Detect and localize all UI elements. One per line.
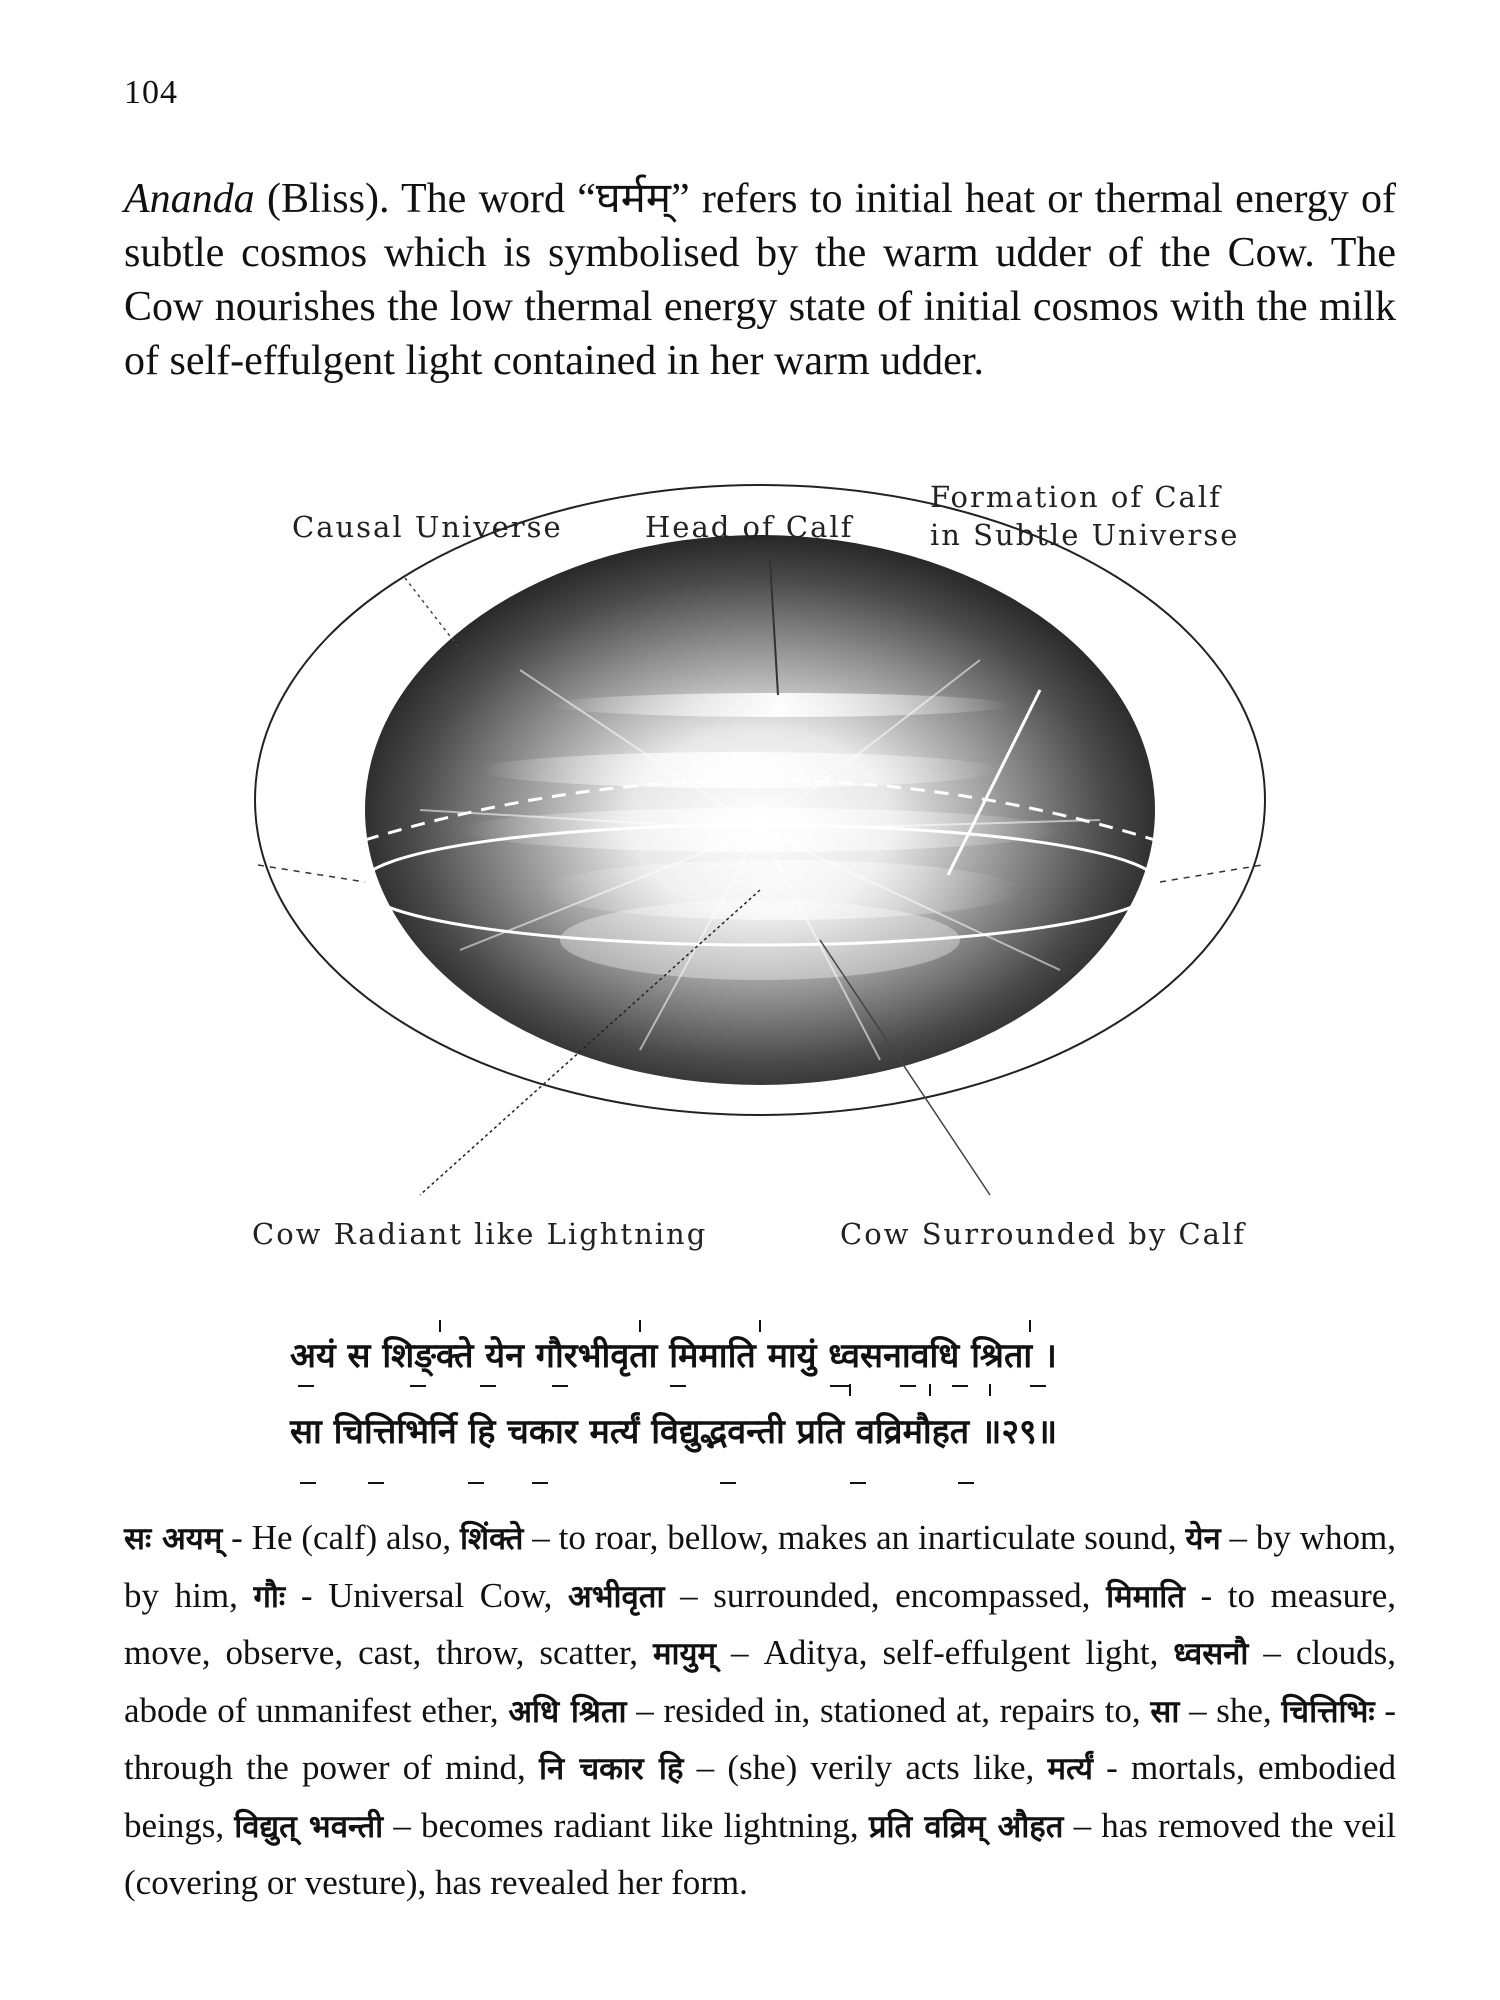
sanskrit-verse <box>290 1318 1230 1470</box>
intro-text: (Bliss). The word “घर्मम्” refers to initial heat or thermal energy of subtle cosmos which is symbolised by the warm udder of the Cow. The Cow nourishes the low thermal energy state of initial cosmos with the milk of self-effulgent light contained in her warm udder. <box>124 176 1396 384</box>
intro-paragraph <box>124 172 1396 388</box>
gloss-term: मिमाति <box>1106 1578 1185 1615</box>
label-causal-universe: Causal Universe <box>292 510 563 544</box>
gloss-meaning: – surrounded, encompassed, <box>664 1575 1107 1615</box>
gloss-term: सः अयम् <box>124 1521 223 1557</box>
dashed-ring-left <box>258 865 365 882</box>
gloss-meaning: - mortals, embodied beings, <box>124 1748 1396 1845</box>
gloss-meaning: – clouds, abode of unmanifest ether, <box>124 1633 1396 1730</box>
label-cow-radiant: Cow Radiant like Lightning <box>252 1217 708 1251</box>
gloss-term: प्रति वव्रिम् औहत <box>868 1808 1064 1845</box>
gloss-term: चित्तिभिः <box>1281 1693 1375 1730</box>
gloss-meaning: – Aditya, self-effulgent light, <box>716 1633 1174 1672</box>
verse-line-1: अयं स शिङ्क्ते येन गौरभीवृता मिमाति मायुं ध्वसनावधि श्रिता । <box>290 1336 1057 1376</box>
gloss-meaning: – has removed the veil (covering or vesture), has revealed her form. <box>124 1805 1396 1902</box>
dashed-ring-right <box>1160 865 1262 882</box>
intro-italic-word: Ananda <box>124 176 255 222</box>
gloss-term: ध्वसनौ <box>1173 1636 1249 1672</box>
label-head-of-calf: Head of Calf <box>645 510 854 544</box>
verse-line-2: सा चित्तिभिर्नि हि चकार मर्त्यं विद्युद्भवन्ती प्रति वव्रिमौहत ॥२९॥ <box>290 1412 1058 1452</box>
gloss-meaning: - Universal Cow, <box>285 1575 569 1615</box>
gloss-meaning: – she, <box>1179 1690 1282 1730</box>
page-number: 104 <box>124 74 178 111</box>
gloss-term: शिंक्ते <box>459 1521 524 1557</box>
gloss-meaning: - to measure, move, observe, cast, throw, scatter, <box>124 1575 1397 1672</box>
gloss-term: येन <box>1185 1521 1221 1557</box>
gloss-term: गौः <box>253 1578 286 1615</box>
gloss-term: मर्त्यं <box>1047 1751 1093 1787</box>
gloss-meaning: – by whom, by him, <box>124 1518 1397 1615</box>
gloss-meaning: - through the power of mind, <box>124 1690 1397 1787</box>
gloss-term: अधि श्रिता <box>508 1693 627 1730</box>
label-cow-surrounded: Cow Surrounded by Calf <box>840 1217 1246 1251</box>
gloss-term: विद्युत् भवन्ती <box>234 1808 384 1845</box>
label-formation-of-calf: Formation of Calf in Subtle Universe <box>930 480 1240 552</box>
cosmos-diagram <box>0 470 1500 1270</box>
gloss-meaning: – becomes radiant like lightning, <box>383 1805 869 1845</box>
gloss-meaning: – to roar, bellow, makes an inarticulate sound, <box>523 1518 1186 1557</box>
gloss-meaning: – resided in, stationed at, repairs to, <box>626 1690 1151 1730</box>
gloss-term: अभीवृता <box>568 1578 665 1615</box>
word-gloss-paragraph <box>124 1510 1396 1911</box>
gloss-term: नि चकार हि <box>539 1751 684 1787</box>
gloss-meaning: – (she) verily acts like, <box>683 1748 1048 1787</box>
gloss-term: सा <box>1150 1693 1180 1730</box>
gloss-term: मायुम् <box>652 1636 717 1672</box>
cosmos-figure <box>0 470 1500 1270</box>
gloss-meaning: - He (calf) also, <box>222 1518 460 1557</box>
